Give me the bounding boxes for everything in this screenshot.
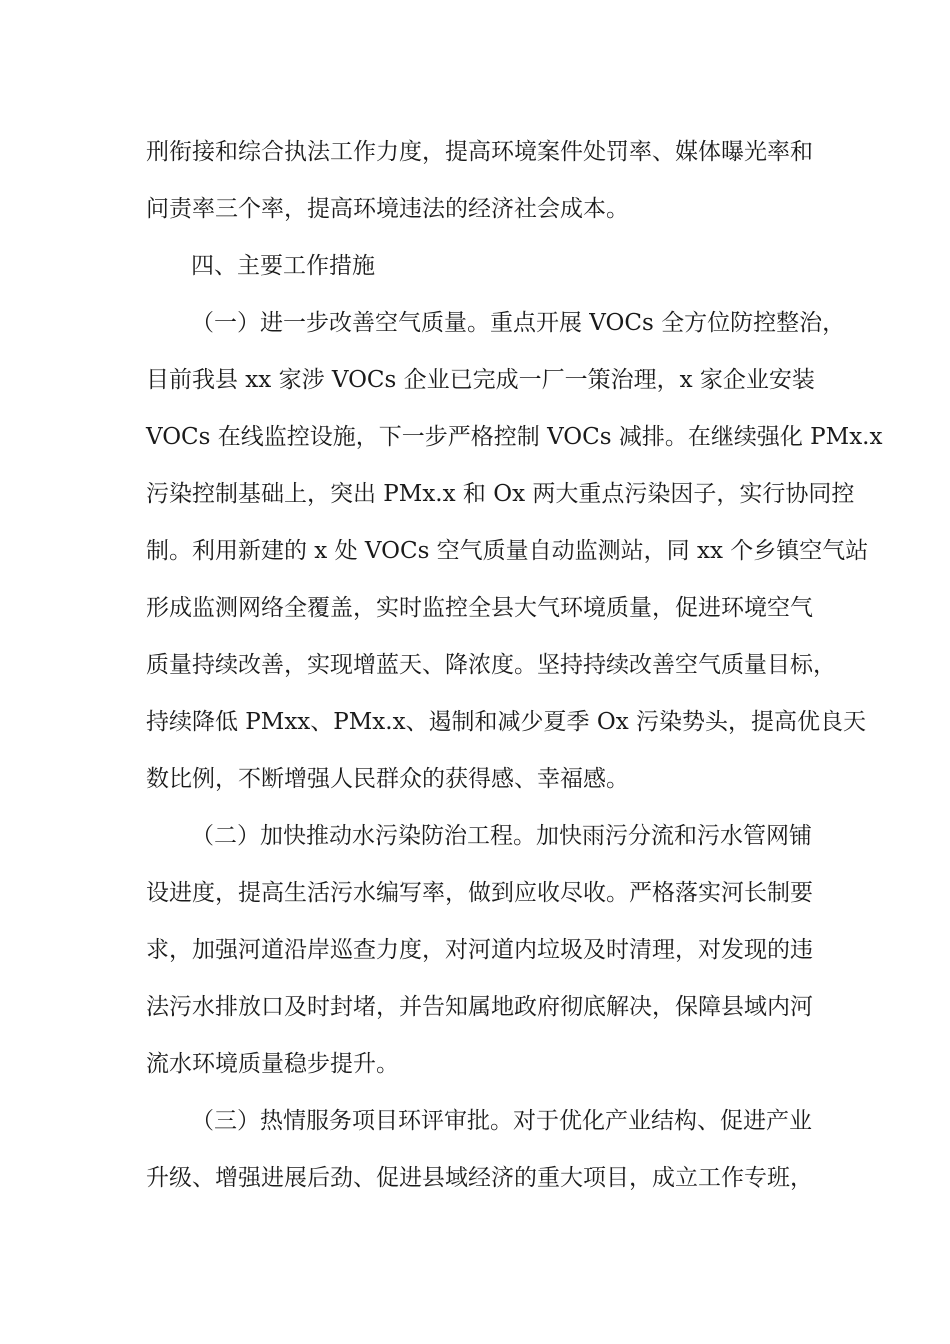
- paragraph-line: 求，加强河道沿岸巡查力度，对河道内垃圾及时清理，对发现的违: [146, 937, 813, 963]
- paragraph-line: 升级、增强进展后劲、促进县域经济的重大项目，成立工作专班，: [146, 1165, 813, 1191]
- paragraph-line: 数比例，不断增强人民群众的获得感、幸福感。: [146, 766, 629, 792]
- paragraph-line: （二）加快推动水污染防治工程。加快雨污分流和污水管网铺: [191, 823, 812, 849]
- section-heading: 四、主要工作措施: [191, 253, 375, 279]
- paragraph-line: 流水环境质量稳步提升。: [146, 1051, 399, 1077]
- paragraph-line: 制。利用新建的 x 处 VOCs 空气质量自动监测站，同 xx 个乡镇空气站: [146, 538, 869, 564]
- paragraph-line: 持续降低 PMxx、PMx.x、遏制和减少夏季 Ox 污染势头，提高优良天: [146, 709, 867, 735]
- paragraph-line: 法污水排放口及时封堵，并告知属地政府彻底解决，保障县域内河: [146, 994, 813, 1020]
- paragraph-line: 问责率三个率，提高环境违法的经济社会成本。: [146, 196, 629, 222]
- paragraph-line: （三）热情服务项目环评审批。对于优化产业结构、促进产业: [191, 1108, 812, 1134]
- paragraph-line: 污染控制基础上，突出 PMx.x 和 Ox 两大重点污染因子，实行协同控: [146, 481, 855, 507]
- paragraph-line: 质量持续改善，实现增蓝天、降浓度。坚持持续改善空气质量目标，: [146, 652, 836, 678]
- paragraph-line: （一）进一步改善空气质量。重点开展 VOCs 全方位防控整治，: [191, 310, 846, 336]
- paragraph-line: 设进度，提高生活污水编写率，做到应收尽收。严格落实河长制要: [146, 880, 813, 906]
- paragraph-line: 形成监测网络全覆盖，实时监控全县大气环境质量，促进环境空气: [146, 595, 813, 621]
- paragraph-line: 刑衔接和综合执法工作力度，提高环境案件处罚率、媒体曝光率和: [146, 139, 813, 165]
- paragraph-line: 目前我县 xx 家涉 VOCs 企业已完成一厂一策治理，x 家企业安装: [146, 367, 815, 393]
- paragraph-line: VOCs 在线监控设施，下一步严格控制 VOCs 减排。在继续强化 PMx.x: [146, 424, 883, 450]
